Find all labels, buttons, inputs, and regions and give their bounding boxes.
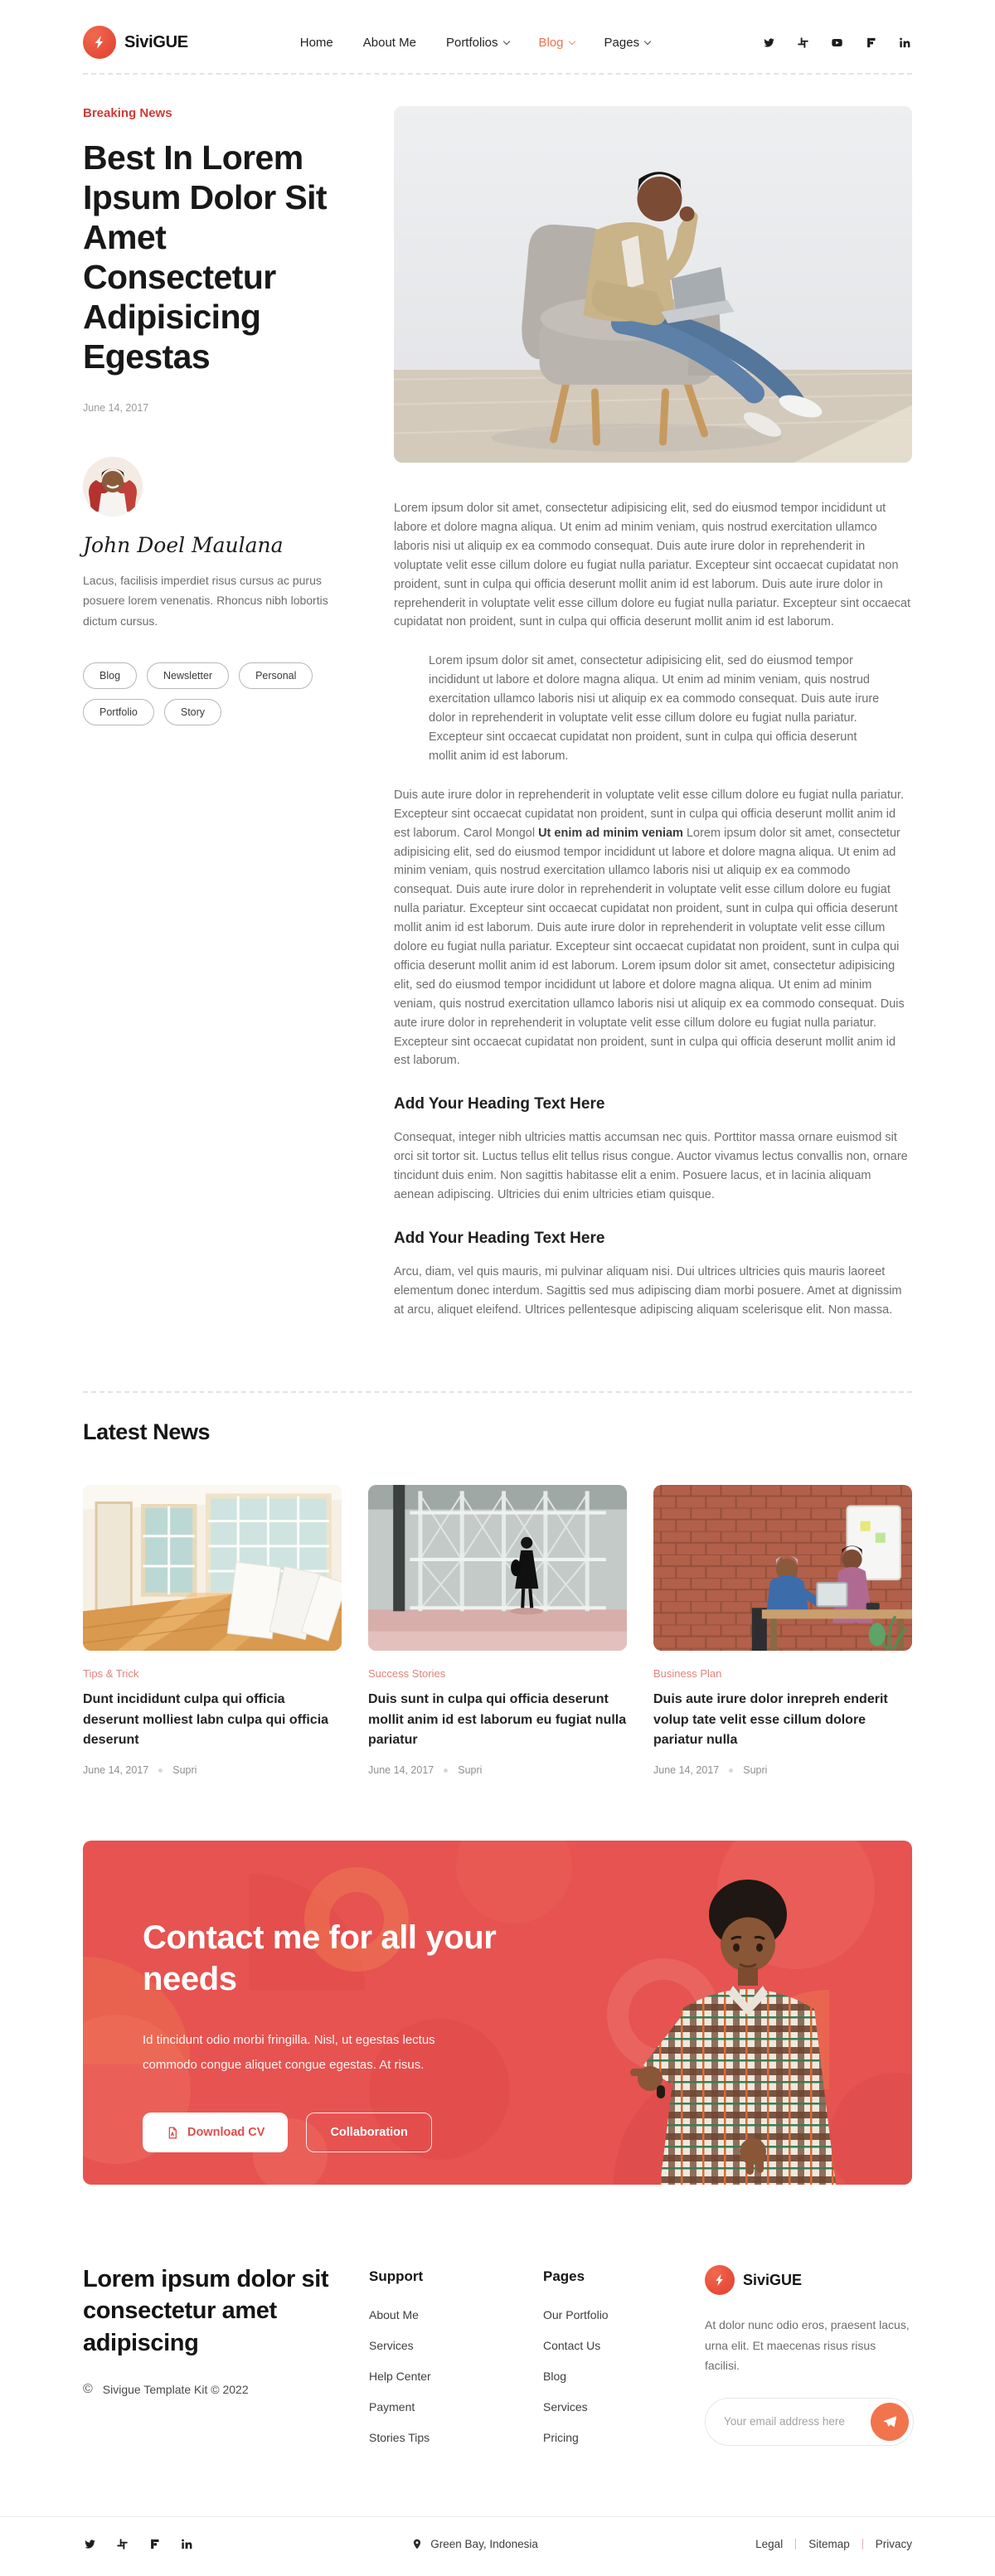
page-title: Best In Lorem Ipsum Dolor Sit Amet Consectetur Adipisicing Egestas <box>83 138 327 376</box>
link-sitemap[interactable]: Sitemap <box>808 2538 850 2551</box>
footer-support-column <box>369 2263 506 2462</box>
download-cv-button[interactable]: Download CV <box>143 2113 288 2152</box>
lightning-logo-icon <box>705 2265 735 2295</box>
collaboration-button[interactable]: Collaboration <box>306 2113 431 2152</box>
news-meta <box>653 1764 912 1776</box>
cta-section <box>83 1841 912 2185</box>
copyright-row <box>83 2382 332 2397</box>
dot-separator <box>729 1768 733 1773</box>
twitter-icon[interactable] <box>83 2538 97 2550</box>
footer-column-title: Support <box>369 2268 424 2285</box>
article-subheading: Add Your Heading Text Here <box>394 1095 605 1113</box>
author-bio: Lacus, facilisis imperdiet risus cursus ac purus posuere lorem venenatis. Rhoncus nibh lobortis dictum cursus. <box>83 573 328 628</box>
footer-link-about-me[interactable]: About Me <box>369 2308 419 2322</box>
footer-link-our-portfolio[interactable]: Our Portfolio <box>543 2308 609 2322</box>
news-thumbnail-sunny-room[interactable] <box>83 1485 342 1651</box>
youtube-icon[interactable] <box>830 36 844 49</box>
footer-bottom-bar <box>0 2516 995 2576</box>
dot-separator <box>444 1768 448 1773</box>
author-box <box>83 457 357 726</box>
lightning-logo-icon <box>83 26 116 59</box>
tag-newsletter[interactable]: Newsletter <box>147 662 229 689</box>
nav-item-home[interactable]: Home <box>299 35 333 50</box>
article-content <box>394 106 912 1340</box>
news-author: Supri <box>743 1764 768 1777</box>
cta-actions <box>143 2113 498 2152</box>
paragraph: Consequat, integer nibh ultricies mattis accumsan nec quis. Porttitor massa ornare euismod sit orci sit tortor sit. Luctus tellus elit tellus risus congue. Auctor vivamus lectus convallis non, ornare tincidunt duis enim. Non sagittis habitasse elit a enim. Posuere lacus, et in lacinia aliquam aenean adipiscing. Ultricies dui enim ultricies etiam quisque. <box>394 1131 908 1202</box>
footer-pages-column <box>543 2263 667 2462</box>
news-date: June 14, 2017 <box>83 1764 149 1777</box>
tag-portfolio[interactable]: Portfolio <box>83 699 154 725</box>
cta-man-image <box>622 1871 871 2185</box>
separator <box>795 2539 796 2549</box>
slack-icon[interactable] <box>115 2538 129 2550</box>
post-date: June 14, 2017 <box>83 401 149 414</box>
chevron-down-icon <box>502 37 509 44</box>
tag-story[interactable]: Story <box>164 699 221 725</box>
chevron-down-icon <box>644 37 651 44</box>
news-card[interactable] <box>83 1485 342 1776</box>
twitter-icon[interactable] <box>762 36 776 49</box>
author-name: John Doel Maulana <box>83 532 284 557</box>
news-card-title[interactable]: Duis sunt in culpa qui officia deserunt mollit anim id est laborum eu fugiat nulla pariatur <box>368 1691 627 1748</box>
location-row <box>411 2537 538 2551</box>
cta-content <box>83 1841 498 2152</box>
cta-title: Contact me for all your needs <box>143 1919 497 1998</box>
footer-brand-name: SiviGUE <box>743 2271 803 2288</box>
inline-bold-text: Ut enim ad minim veniam <box>538 826 683 840</box>
news-category[interactable]: Tips & Trick <box>83 1666 139 1680</box>
news-thumbnail-scaffolding[interactable] <box>368 1485 627 1651</box>
cta-banner <box>83 1841 912 2185</box>
copyright-icon: © <box>83 2381 93 2396</box>
news-grid <box>83 1485 912 1776</box>
news-date: June 14, 2017 <box>653 1764 720 1777</box>
document-icon <box>166 2126 179 2140</box>
news-author: Supri <box>172 1764 197 1777</box>
nav-item-about-me[interactable]: About Me <box>362 35 416 50</box>
footer-brand-text: At dolor nunc odio eros, praesent lacus, urna elit. Et maecenas risus risus facilisi. <box>705 2318 910 2373</box>
dot-separator <box>158 1768 163 1773</box>
news-card-title[interactable]: Dunt incididunt culpa qui officia deserunt molliest labn culpa qui officia deserunt <box>83 1691 329 1748</box>
paragraph: Arcu, diam, vel quis mauris, mi pulvinar aliquam nisi. Dui ultrices ultricies quis mauris laoreet elementum donec interdum. Sagittis sed mus adipiscing diam morbi posuere. Amet at dignissim at arcu, aliquet eleifend. Ultrices pellentesque adipiscing aliquam scelerisque elit. Non massa. <box>394 1265 902 1317</box>
linkedin-icon[interactable] <box>898 36 912 49</box>
flipboard-icon[interactable] <box>864 36 878 49</box>
article-sidebar <box>83 106 357 1340</box>
article-body <box>394 499 912 1320</box>
news-author: Supri <box>458 1764 483 1777</box>
news-card[interactable] <box>368 1485 627 1776</box>
article-section <box>0 106 995 1340</box>
footer-link-pricing[interactable]: Pricing <box>543 2431 579 2445</box>
footer-link-services-2[interactable]: Services <box>543 2400 588 2414</box>
latest-news-section <box>0 1391 995 1776</box>
avatar <box>83 457 143 517</box>
main-nav <box>300 36 650 50</box>
paragraph: Duis aute irure dolor in reprehenderit in voluptate velit esse cillum dolore eu fugiat nulla pariatur. Excepteur sint occaecat cupidatat non proident, sunt in culpa qui officia deserunt mollit anim id est laborum. Carol Mongol Ut enim ad minim veniam Lorem ipsum dolor sit amet, consectetur adipisicing elit, sed do eiusmod tempor incididunt ut labore et dolore magna aliqua. Ut enim ad minim veniam, quis nostrud exercitation ullamco laboris nisi ut aliquip ex ea commodo consequat. Duis aute irure dolor in reprehenderit in voluptate velit esse cillum dolore eu fugiat nulla pariatur. Excepteur sint occaecat cupidatat non proident, sunt in culpa qui officia deserunt mollit anim id est laborum. Duis aute irure dolor in reprehenderit in voluptate velit esse cillum dolore eu fugiat nulla pariatur. Excepteur sint occaecat cupidatat non proident, sunt in culpa qui officia deserunt mollit anim id est laborum. Lorem ipsum dolor sit amet, consectetur adipisicing elit, sed do eiusmod tempor incididunt ut labore et dolore magna aliqua. Ut enim ad minim veniam, quis nostrud exercitation ullamco laboris nisi ut aliquip ex ea commodo consequat. Duis aute irure dolor in reprehenderit in voluptate velit esse cillum dolore eu fugiat nulla pariatur. Excepteur sint occaecat cupidatat non proident, sunt in culpa qui officia deserunt mollit anim id est laborum. <box>394 788 905 1068</box>
tag-list <box>83 662 357 725</box>
slack-icon[interactable] <box>796 36 810 49</box>
news-card-title[interactable]: Duis aute irure dolor inrepreh enderit volup tate velit esse cillum dolore pariatur nulla <box>653 1691 888 1748</box>
linkedin-icon[interactable] <box>180 2538 194 2550</box>
footer-column-title: Pages <box>543 2268 585 2285</box>
footer-link-services[interactable]: Services <box>369 2339 414 2353</box>
news-thumbnail-office[interactable] <box>653 1485 912 1651</box>
news-meta <box>83 1764 342 1776</box>
location-pin-icon <box>411 2537 423 2551</box>
footer-link-contact-us[interactable]: Contact Us <box>543 2339 601 2353</box>
footer-link-payment[interactable]: Payment <box>369 2400 415 2414</box>
nav-item-portfolios[interactable]: Portfolios <box>446 36 509 50</box>
paper-plane-icon <box>882 2414 897 2429</box>
separator <box>862 2539 863 2549</box>
section-title-latest-news: Latest News <box>83 1419 211 1444</box>
paragraph: Lorem ipsum dolor sit amet, consectetur adipisicing elit, sed do eiusmod tempor incididunt ut labore et dolore magna aliqua. Ut enim ad minim veniam, quis nostrud exercitation ullamco laboris nisi ut aliquip ex ea commodo consequat. Duis aute irure dolor in reprehenderit in voluptate velit esse cillum dolore eu fugiat nulla pariatur. Excepteur sint occaecat cupidatat non proident, sunt in culpa qui officia deserunt mollit anim id est laborum. Duis aute irure dolor in reprehenderit in voluptate velit esse cillum dolore eu fugiat nulla pariatur. Excepteur sint occaecat cupidatat non proident, sunt in culpa qui officia deserunt mollit anim id est laborum. <box>394 502 911 629</box>
blockquote: Lorem ipsum dolor sit amet, consectetur adipisicing elit, sed do eiusmod tempor incididunt ut labore et dolore magna aliqua. Ut enim ad minim veniam, quis nostrud exercitation ullamco laboris nisi ut aliquip ex ea commodo consequat. Duis aute irure dolor in reprehenderit in voluptate velit esse cillum dolore eu fugiat nulla pariatur. Excepteur sint occaecat cupidatat non proident, sunt in culpa qui officia deserunt mollit anim id est laborum. <box>429 654 880 763</box>
cta-text: Id tincidunt odio morbi fringilla. Nisl, ut egestas lectus commodo congue aliquet congue egestas. At risus. <box>143 2033 435 2073</box>
footer-headline: Lorem ipsum dolor sit consectetur amet adipiscing <box>83 2266 329 2356</box>
brand-name: SiviGUE <box>124 32 188 51</box>
brand-logo[interactable] <box>83 26 188 59</box>
email-input[interactable] <box>724 2415 871 2428</box>
site-footer <box>0 2263 995 2576</box>
news-meta <box>368 1764 627 1776</box>
nav-item-pages[interactable]: Pages <box>604 36 651 50</box>
footer-link-stories-tips[interactable]: Stories Tips <box>369 2431 430 2445</box>
newsletter-form <box>705 2398 914 2446</box>
chevron-down-icon <box>568 37 575 44</box>
footer-brand[interactable] <box>705 2265 914 2295</box>
hero-image <box>394 106 912 463</box>
footer-link-blog[interactable]: Blog <box>543 2370 567 2384</box>
link-privacy[interactable]: Privacy <box>875 2538 912 2551</box>
news-category[interactable]: Success Stories <box>368 1666 446 1680</box>
link-legal[interactable]: Legal <box>755 2538 784 2551</box>
header-social-row <box>762 36 912 49</box>
tag-blog[interactable]: Blog <box>83 662 137 689</box>
nav-item-blog[interactable]: Blog <box>539 36 575 50</box>
flipboard-icon[interactable] <box>148 2538 162 2550</box>
site-header <box>0 0 995 75</box>
footer-link-help-center[interactable]: Help Center <box>369 2370 431 2384</box>
location-text: Green Bay, Indonesia <box>430 2538 538 2551</box>
send-button[interactable] <box>871 2403 909 2441</box>
tag-personal[interactable]: Personal <box>239 662 313 689</box>
footer-social-row <box>83 2538 194 2550</box>
news-date: June 14, 2017 <box>368 1764 434 1777</box>
legal-links <box>755 2538 912 2550</box>
article-subheading: Add Your Heading Text Here <box>394 1230 605 1247</box>
footer-brand-column <box>705 2263 914 2462</box>
footer-headline-column <box>83 2263 332 2462</box>
dashed-divider <box>83 1391 912 1393</box>
news-category[interactable]: Business Plan <box>653 1666 722 1680</box>
copyright-text: Sivigue Template Kit © 2022 <box>102 2382 249 2396</box>
kicker-breaking-news: Breaking News <box>83 106 172 120</box>
news-card[interactable] <box>653 1485 912 1776</box>
